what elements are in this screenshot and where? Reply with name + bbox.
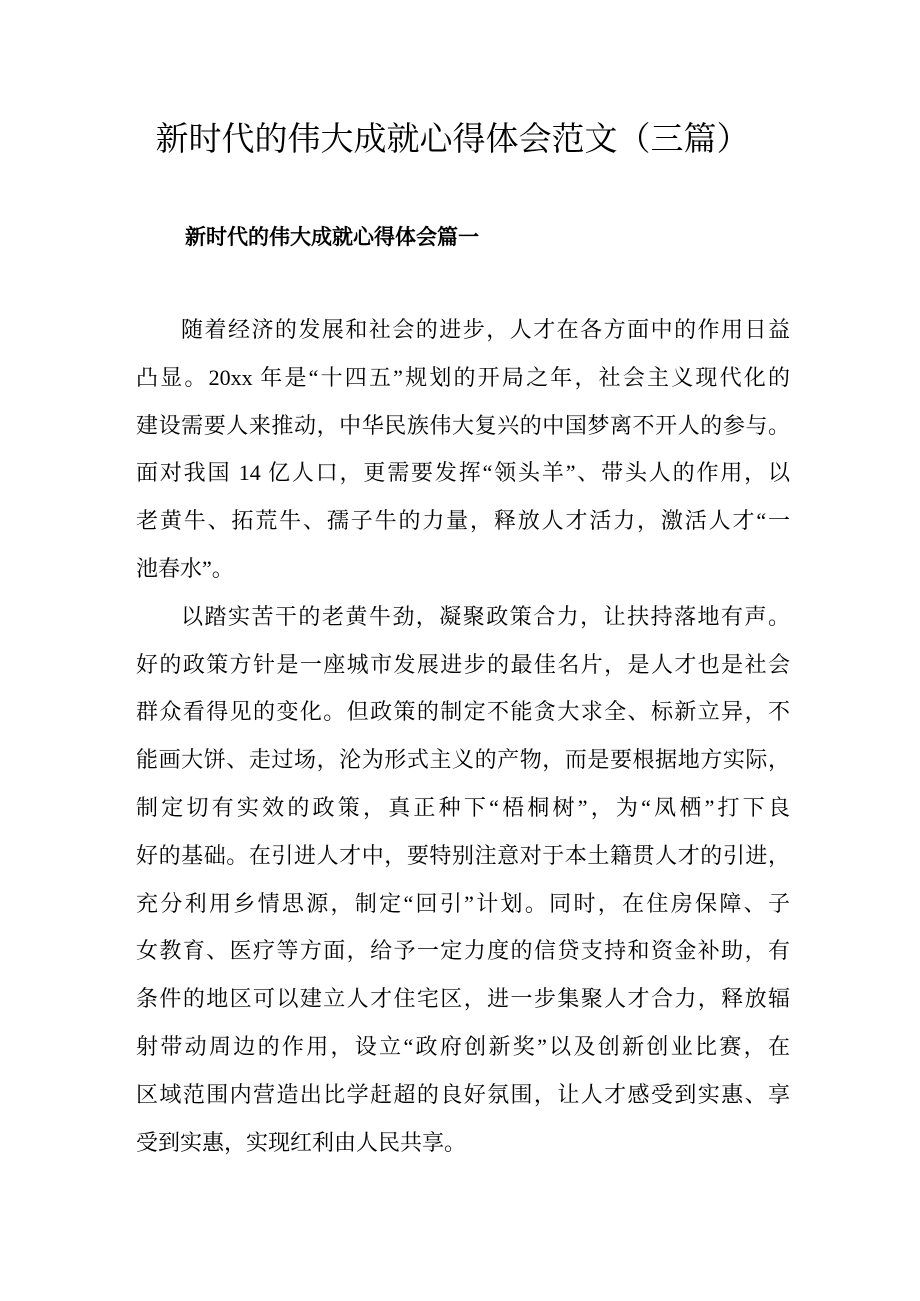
paragraph-line: 射带动周边的作用，设立“政府创新奖”以及创新创业比赛，在	[136, 1033, 791, 1059]
paragraph-line: 区域范围内营造出比学赶超的良好氛围，让人才感受到实惠、享	[136, 1081, 790, 1107]
paragraph-line: 面对我国 14 亿人口，更需要发挥“领头羊”、带头人的作用，以	[136, 460, 790, 486]
paragraph-line: 池春水”。	[136, 555, 234, 581]
paragraph-line: 群众看得见的变化。但政策的制定不能贪大求全、标新立异，不	[136, 699, 790, 725]
paragraph-line: 建设需要人来推动，中华民族伟大复兴的中国梦离不开人的参与。	[136, 412, 790, 438]
paragraph-line: 充分利用乡情思源，制定“回引”计划。同时，在住房保障、子	[136, 890, 791, 916]
paragraph-line: 以踏实苦干的老黄牛劲，凝聚政策合力，让扶持落地有声。	[181, 603, 790, 629]
paragraph-line: 受到实惠，实现红利由人民共享。	[136, 1129, 467, 1155]
paragraph-1	[136, 306, 790, 593]
paragraph-line: 好的基础。在引进人才中，要特别注意对于本土籍贯人才的引进，	[136, 842, 790, 868]
paragraph-line: 老黄牛、拓荒牛、孺子牛的力量，释放人才活力，激活人才“一	[136, 508, 790, 534]
document-body	[136, 306, 790, 1166]
paragraph-line: 好的政策方针是一座城市发展进步的最佳名片，是人才也是社会	[136, 651, 790, 677]
section-heading: 新时代的伟大成就心得体会篇一	[185, 225, 479, 249]
paragraph-2	[136, 593, 790, 1167]
paragraph-line: 凸显。20xx 年是“十四五”规划的开局之年，社会主义现代化的	[136, 364, 790, 390]
paragraph-line: 女教育、医疗等方面，给予一定力度的信贷支持和资金补助，有	[136, 938, 790, 964]
document-title: 新时代的伟大成就心得体会范文（三篇）	[155, 122, 750, 158]
paragraph-line: 条件的地区可以建立人才住宅区，进一步集聚人才合力，释放辐	[136, 986, 790, 1012]
paragraph-line: 随着经济的发展和社会的进步，人才在各方面中的作用日益	[181, 317, 790, 342]
paragraph-line: 能画大饼、走过场，沦为形式主义的产物，而是要根据地方实际，	[136, 747, 790, 773]
paragraph-line: 制定切有实效的政策，真正种下“梧桐树”，为“凤栖”打下良	[136, 794, 790, 820]
